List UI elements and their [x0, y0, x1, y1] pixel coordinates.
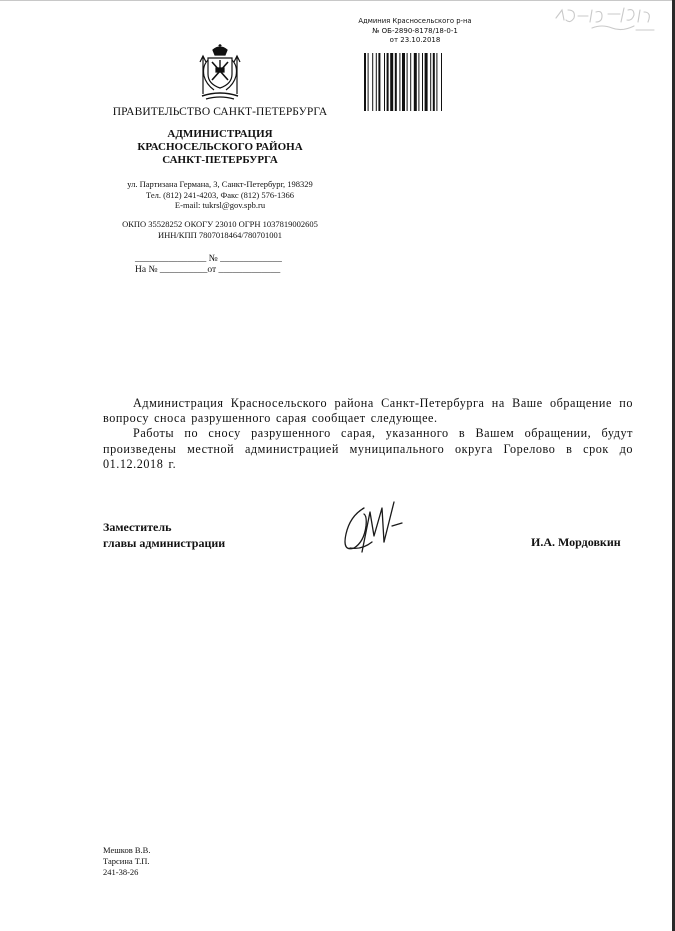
letter-body — [103, 396, 633, 472]
executor-line: Мешков В.В. — [103, 845, 151, 855]
government-title: ПРАВИТЕЛЬСТВО САНКТ-ПЕТЕРБУРГА — [112, 106, 328, 118]
administration-title — [108, 128, 332, 167]
phone-line: Тел. (812) 241-4203, Факс (812) 576-1366 — [146, 189, 294, 200]
stamp-number: № ОБ-2890-8178/18-0-1 — [372, 26, 458, 35]
reference-number-line: На № __________от _____________ — [135, 265, 281, 275]
stamp-organization: Админия Красносельского р-на — [358, 17, 472, 25]
administration-title-line: АДМИНИСТРАЦИЯ — [167, 128, 273, 140]
registration-stamp — [350, 17, 480, 46]
registry-code-line: ИНН/КПП 7807018464/780701001 — [158, 229, 282, 240]
address-block — [100, 179, 340, 211]
signer-position — [103, 519, 225, 551]
address-line: ул. Партизана Германа, 3, Санкт-Петербург, 198329 — [127, 179, 313, 189]
executor-info — [103, 845, 150, 878]
registry-code-line: ОКПО 35528252 ОКОГУ 23010 ОГРН 1037819002605 — [122, 219, 318, 229]
signer-position-line: главы администрации — [103, 536, 226, 550]
outgoing-number-line: _______________ № _____________ — [135, 254, 282, 264]
executor-phone: 241-38-26 — [103, 867, 139, 877]
st-petersburg-coat-of-arms-icon — [196, 44, 244, 102]
pencil-note-icon — [548, 4, 666, 36]
signer-position-line: Заместитель — [103, 520, 172, 534]
stamp-date: от 23.10.2018 — [389, 36, 441, 44]
administration-title-line: САНКТ-ПЕТЕРБУРГА — [162, 154, 278, 166]
handwritten-signature-icon — [342, 500, 412, 562]
barcode-icon — [362, 53, 470, 111]
registry-codes — [100, 219, 340, 240]
body-paragraph: Работы по сносу разрушенного сарая, указанного в Вашем обращении, будут произведены местной администрацией муниципального округа Горелово в срок до 01.12.2018 г. — [103, 426, 633, 471]
executor-line: Тарсина Т.П. — [103, 856, 150, 866]
email-line: E-mail: tukrsl@gov.spb.ru — [174, 200, 266, 210]
signer-name: И.А. Мордовкин — [531, 535, 621, 549]
body-paragraph: Администрация Красносельского района Санкт-Петербурга на Ваше обращение по вопросу сноса разрушенного сарая сообщает следующее. — [103, 396, 633, 426]
administration-title-line: КРАСНОСЕЛЬСКОГО РАЙОНА — [137, 141, 303, 153]
scan-edge-top — [0, 0, 675, 1]
